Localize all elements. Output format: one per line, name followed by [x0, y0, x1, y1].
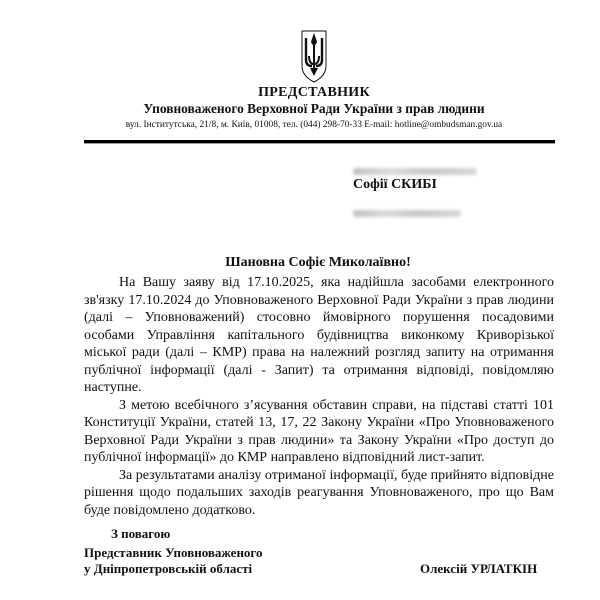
header-divider [84, 140, 555, 144]
signatory-position-line2: у Дніпропетровській області [84, 561, 253, 576]
signatory-position-line1: Представник Уповноваженого [84, 545, 263, 560]
letter-body [84, 274, 554, 519]
closing-phrase: З повагою [111, 526, 171, 541]
signatory-position [84, 545, 263, 577]
trident-emblem-icon [300, 28, 328, 84]
signatory-name: Олексій УРЛАТКІН [420, 561, 538, 576]
salutation: Шановна Софіє Миколаївно! [225, 255, 411, 270]
body-paragraph: З метою всебічного з’ясування обставин справи, на підставі статті 101 Конституції України, статей 13, 17, 22 Закону України «Про Уповноваженого Верховної Ради України з прав людини» та Закону України «Про доступ до публічної інформації» до КМР направлено відповідний лист-запит. [84, 397, 554, 465]
body-paragraph: На Вашу заяву від 17.10.2025, яка надійшла засобами електронного зв'язку 17.10.2024 до Уповноваженого Верховної Ради України з прав людини (далі – Уповноважений) стосовно ймовірного порушення посадовими особами Управління капітального будівництва виконкому Криворізької міської ради (далі – КМР) права на належний розгляд запиту на отримання публічної інформації (далі - Запит) та отримання відповіді, повідомляю наступне. [84, 275, 554, 395]
recipient-name: Софії СКИБІ [353, 177, 437, 192]
redacted-recipient-email [353, 210, 461, 217]
body-paragraph: За результатами аналізу отриманої інформації, буде прийнято відповідне рішення щодо подальших заходів реагування Уповноваженого, про що Вам буде повідомлено додатково. [84, 467, 554, 518]
header-address: вул. Інститутська, 21/8, м. Київ, 01008, тел. (044) 298-70-33 E-mail: hotline@ombudsman.gov.ua [125, 120, 503, 130]
redacted-recipient-address [353, 168, 477, 175]
header-title: ПРЕДСТАВНИК [258, 85, 370, 100]
header-organization: Уповноваженого Верховної Ради України з прав людини [143, 101, 485, 116]
